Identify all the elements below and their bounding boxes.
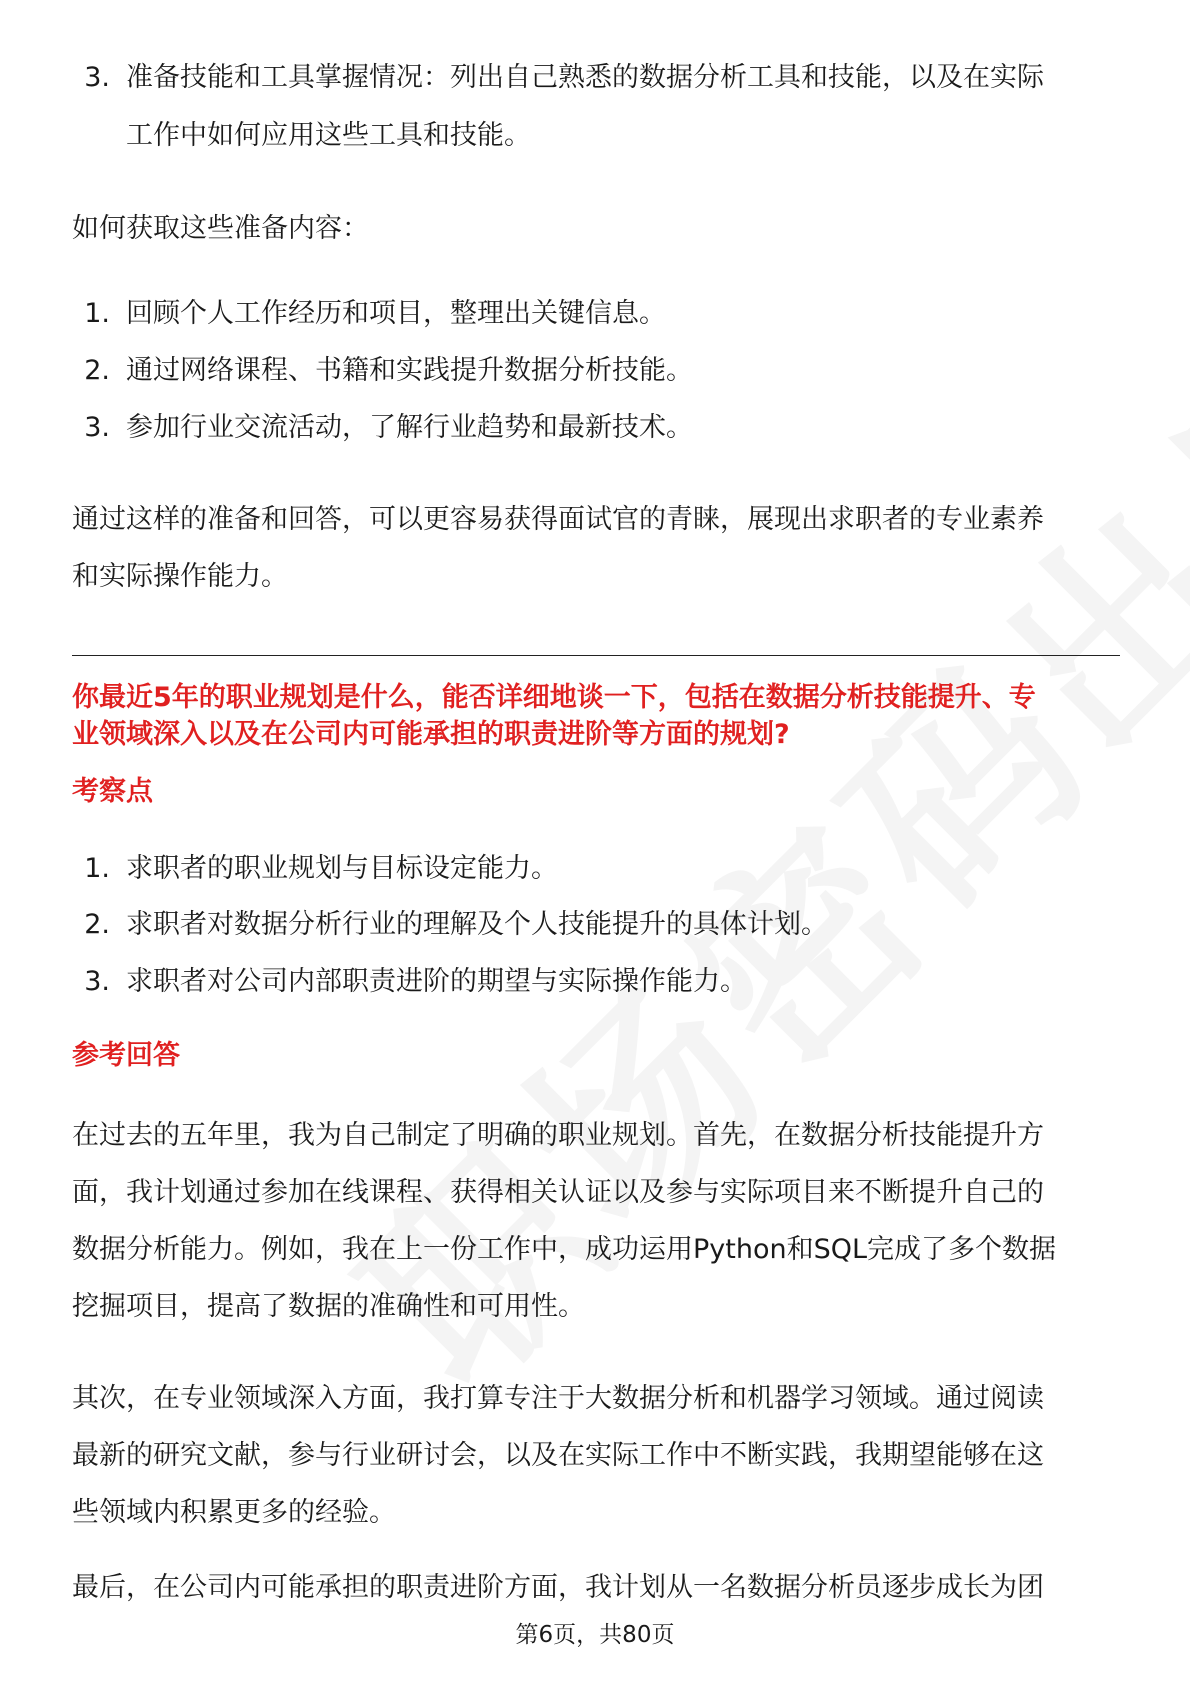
reference-paragraph-line: 数据分析能力。例如，我在上一份工作中，成功运用Python和SQL完成了多个数据 bbox=[72, 1234, 1057, 1265]
list-item-text: 准备技能和工具掌握情况：列出自己熟悉的数据分析工具和技能，以及在实际 bbox=[126, 62, 1044, 93]
list-number: 3. bbox=[84, 966, 110, 997]
list-number: 2. bbox=[84, 355, 110, 386]
list-number: 1. bbox=[84, 298, 110, 329]
question-title-line: 业领域深入以及在公司内可能承担的职责进阶等方面的规划? bbox=[72, 719, 790, 750]
list-item: 参加行业交流活动，了解行业趋势和最新技术。 bbox=[126, 412, 693, 443]
list-number: 1. bbox=[84, 853, 110, 884]
reference-paragraph-line: 面，我计划通过参加在线课程、获得相关认证以及参与实际项目来不断提升自己的 bbox=[72, 1177, 1044, 1208]
reference-heading: 参考回答 bbox=[72, 1040, 180, 1071]
list-item: 求职者的职业规划与目标设定能力。 bbox=[126, 853, 558, 884]
section-divider bbox=[72, 655, 1120, 656]
assessment-heading: 考察点 bbox=[72, 776, 153, 807]
question-title-line: 你最近5年的职业规划是什么，能否详细地谈一下，包括在数据分析技能提升、专 bbox=[72, 682, 1036, 713]
list-number: 3. bbox=[84, 412, 110, 443]
section-heading: 如何获取这些准备内容： bbox=[72, 213, 369, 244]
reference-paragraph-line: 挖掘项目，提高了数据的准确性和可用性。 bbox=[72, 1291, 585, 1322]
summary-paragraph-line: 和实际操作能力。 bbox=[72, 561, 288, 592]
list-item: 通过网络课程、书籍和实践提升数据分析技能。 bbox=[126, 355, 693, 386]
reference-paragraph-line: 其次，在专业领域深入方面，我打算专注于大数据分析和机器学习领域。通过阅读 bbox=[72, 1383, 1044, 1414]
reference-paragraph-line: 在过去的五年里，我为自己制定了明确的职业规划。首先，在数据分析技能提升方 bbox=[72, 1120, 1044, 1151]
list-item: 求职者对公司内部职责进阶的期望与实际操作能力。 bbox=[126, 966, 747, 997]
reference-paragraph-line: 最新的研究文献，参与行业研讨会，以及在实际工作中不断实践，我期望能够在这 bbox=[72, 1440, 1044, 1471]
list-item: 回顾个人工作经历和项目，整理出关键信息。 bbox=[126, 298, 666, 329]
summary-paragraph-line: 通过这样的准备和回答，可以更容易获得面试官的青睐，展现出求职者的专业素养 bbox=[72, 504, 1044, 535]
reference-paragraph-line: 最后，在公司内可能承担的职责进阶方面，我计划从一名数据分析员逐步成长为团 bbox=[72, 1572, 1044, 1603]
list-number: 2. bbox=[84, 909, 110, 940]
list-item: 求职者对数据分析行业的理解及个人技能提升的具体计划。 bbox=[126, 909, 828, 940]
reference-paragraph-line: 些领域内积累更多的经验。 bbox=[72, 1497, 396, 1528]
list-number: 3. bbox=[84, 62, 110, 93]
list-item-text-continued: 工作中如何应用这些工具和技能。 bbox=[126, 120, 531, 151]
page-number-footer: 第6页，共80页 bbox=[515, 1622, 675, 1648]
